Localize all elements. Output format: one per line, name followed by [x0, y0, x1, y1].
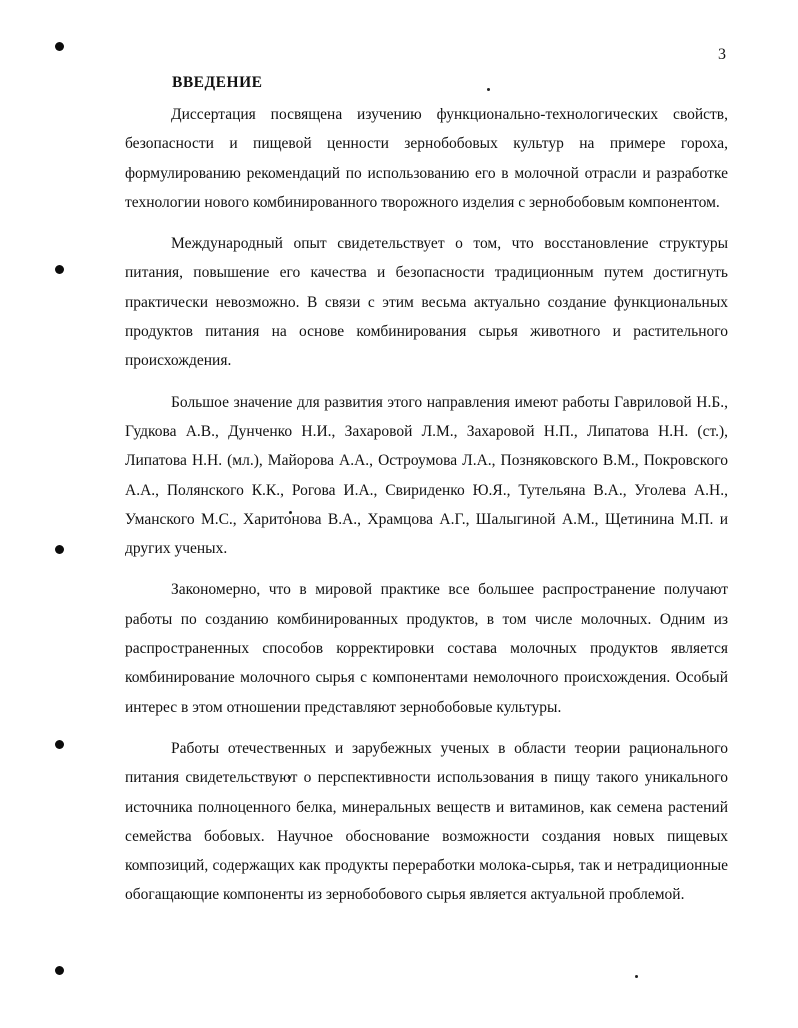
section-heading: ВВЕДЕНИЕ [172, 74, 263, 91]
binding-hole-mark [55, 265, 64, 274]
paragraph: Диссертация посвящена изучению функционально-технологических свойств, безопасности и пищевой ценности зернобобовых культур на примере гороха, формулированию рекомендаций по использованию его в молочной отрасли и разработке технологии нового комбинированного творожного изделия с зернобобовым компонентом. [125, 106, 728, 211]
paragraph: Закономерно, что в мировой практике все большее распространение получают работы по созданию комбинированных продуктов, в том числе молочных. Одним из распространенных способов корректировки состава молочных продуктов является комбинирование молочного сырья с компонентами немолочного происхождения. Особый интерес в этом отношении представляют зернобобовые культуры. [125, 581, 728, 716]
binding-hole-mark [55, 740, 64, 749]
paragraph: Большое значение для развития этого направления имеют работы Гавриловой Н.Б., Гудкова А.В., Дунченко Н.И., Захаровой Л.М., Захаровой Н.П., Липатова Н.Н. (ст.), Липатова Н.Н. (мл.), Майорова А.А., Остроумова Л.А., Позняковского В.М., Покровского А.А., Полянского К.К., Рогова И.А., Свириденко Ю.Я., Тутельяна В.А., Уголева А.Н., Уманского М.С., Харитонова В.А., Храмцова А.Г., Шалыгиной А.М., Щетинина М.П. и других ученых. [125, 393, 728, 558]
paragraph: Международный опыт свидетельствует о том, что восстановление структуры питания, повышение его качества и безопасности традиционным путем достигнуть практически невозможно. В связи с этим весьма актуально создание функциональных продуктов питания на основе комбинирования сырья животного и растительного происхождения. [125, 235, 728, 370]
body-text [125, 100, 728, 910]
binding-hole-mark [55, 42, 64, 51]
scan-speck [635, 975, 638, 978]
binding-hole-mark [55, 966, 64, 975]
scan-speck [487, 88, 490, 91]
paragraph: Работы отечественных и зарубежных ученых в области теории рационального питания свидетельствуют о перспективности использования в пищу такого уникального источника полноценного белка, минеральных веществ и витаминов, как семена растений семейства бобовых. Научное обоснование возможности создания новых пищевых композиций, содержащих как продукты переработки молока-сырья, так и нетрадиционные обогащающие компоненты из зернобобового сырья является актуальной проблемой. [125, 739, 728, 904]
binding-hole-mark [55, 545, 64, 554]
page-number: 3 [718, 46, 726, 63]
